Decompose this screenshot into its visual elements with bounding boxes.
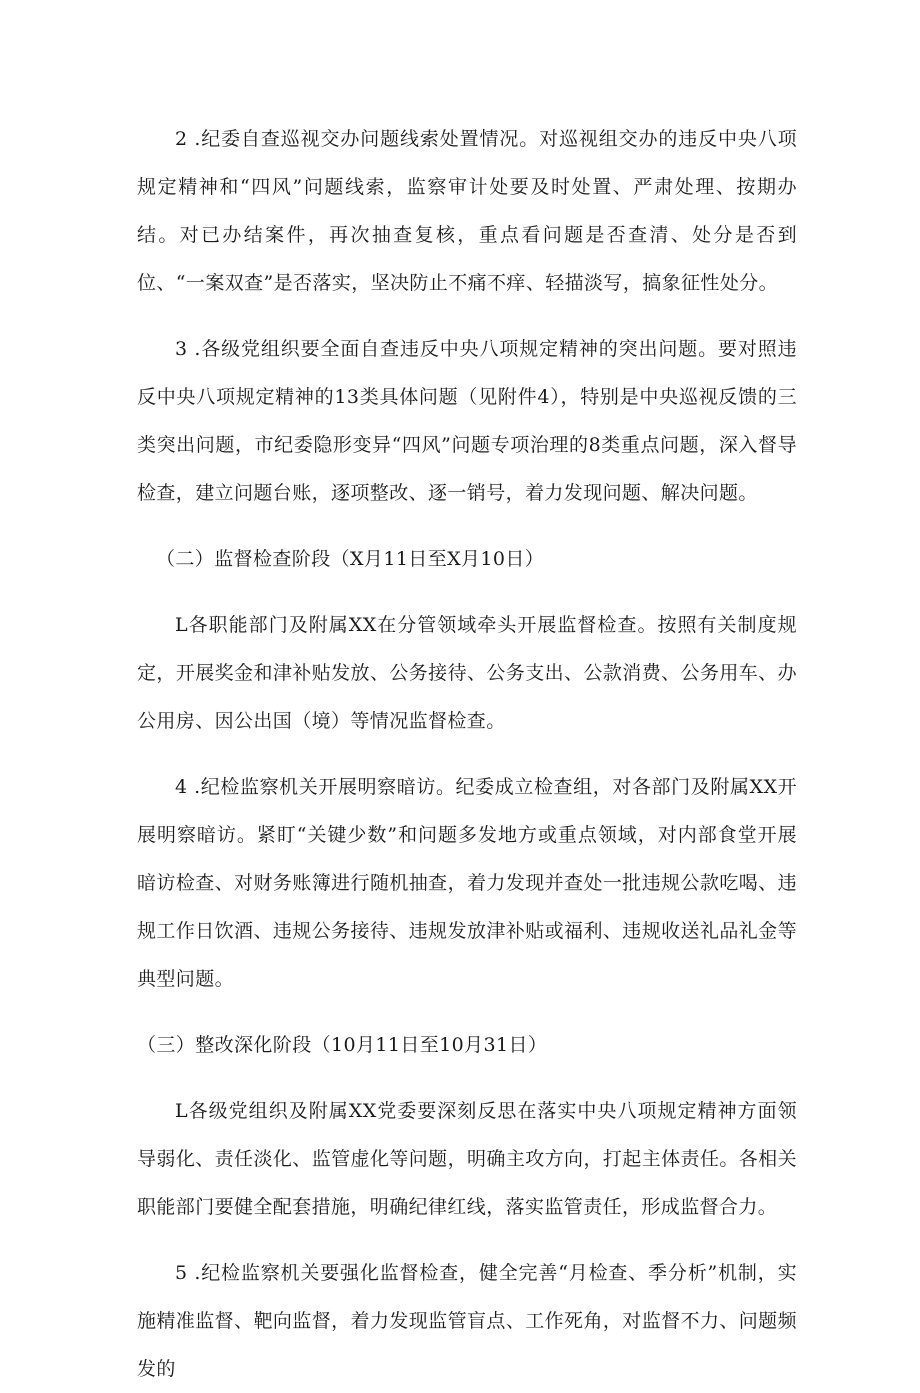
paragraph-gap (137, 583, 797, 601)
paragraph-item-5: 5 .纪检监察机关要强化监督检查，健全完善“月检查、季分析”机制，实施精准监督、靶向监督，着力发现监管盲点、工作死角，对监督不力、问题频发的 (137, 1262, 797, 1380)
paragraph-gap (137, 517, 797, 535)
paragraph-item-2: 2 .纪委自查巡视交办问题线索处置情况。对巡视组交办的违反中央八项规定精神和“四风”问题线索，监察审计处要及时处置、严肃处理、按期办结。对已办结案件，再次抽查复核，重点看问题是否查清、处分是否到位、“一案双查”是否落实，坚决防止不痛不痒、轻描淡写，搞象征性处分。 (137, 128, 797, 294)
paragraph-gap (137, 1069, 797, 1087)
section-heading-rectification-stage: （三）整改深化阶段（10月11日至10月31日） (137, 1034, 548, 1056)
document-body (137, 115, 797, 1393)
paragraph-gap (137, 745, 797, 763)
paragraph-item-l-party-organizations: L各级党组织及附属XX党委要深刻反思在落实中央八项规定精神方面领导弱化、责任淡化、监管虚化等问题，明确主攻方向，打起主体责任。各相关职能部门要健全配套措施，明确纪律红线，落实监管责任，形成监督合力。 (137, 1100, 797, 1218)
paragraph-gap (137, 1003, 797, 1021)
section-heading-supervision-stage: （二）监督检查阶段（X月11日至X月10日） (156, 548, 545, 570)
paragraph-item-4: 4 .纪检监察机关开展明察暗访。纪委成立检查组，对各部门及附属XX开展明察暗访。紧盯“关键少数”和问题多发地方或重点领域，对内部食堂开展暗访检查、对财务账簿进行随机抽查，着力发现并查处一批违规公款吃喝、违规工作日饮酒、违规公务接待、违规发放津补贴或福利、违规收送礼品礼金等典型问题。 (137, 776, 797, 990)
paragraph-gap (137, 1231, 797, 1249)
paragraph-item-3: 3 .各级党组织要全面自查违反中央八项规定精神的突出问题。要对照违反中央八项规定精神的13类具体问题（见附件4），特别是中央巡视反馈的三类突出问题，市纪委隐形变异“四风”问题专项治理的8类重点问题，深入督导检查，建立问题台账，逐项整改、逐一销号，着力发现问题、解决问题。 (137, 338, 797, 504)
paragraph-gap (137, 307, 797, 325)
paragraph-item-l-departments: L各职能部门及附属XX在分管领域牵头开展监督检查。按照有关制度规定，开展奖金和津补贴发放、公务接待、公务支出、公款消费、公务用车、办公用房、因公出国（境）等情况监督检查。 (137, 614, 797, 732)
